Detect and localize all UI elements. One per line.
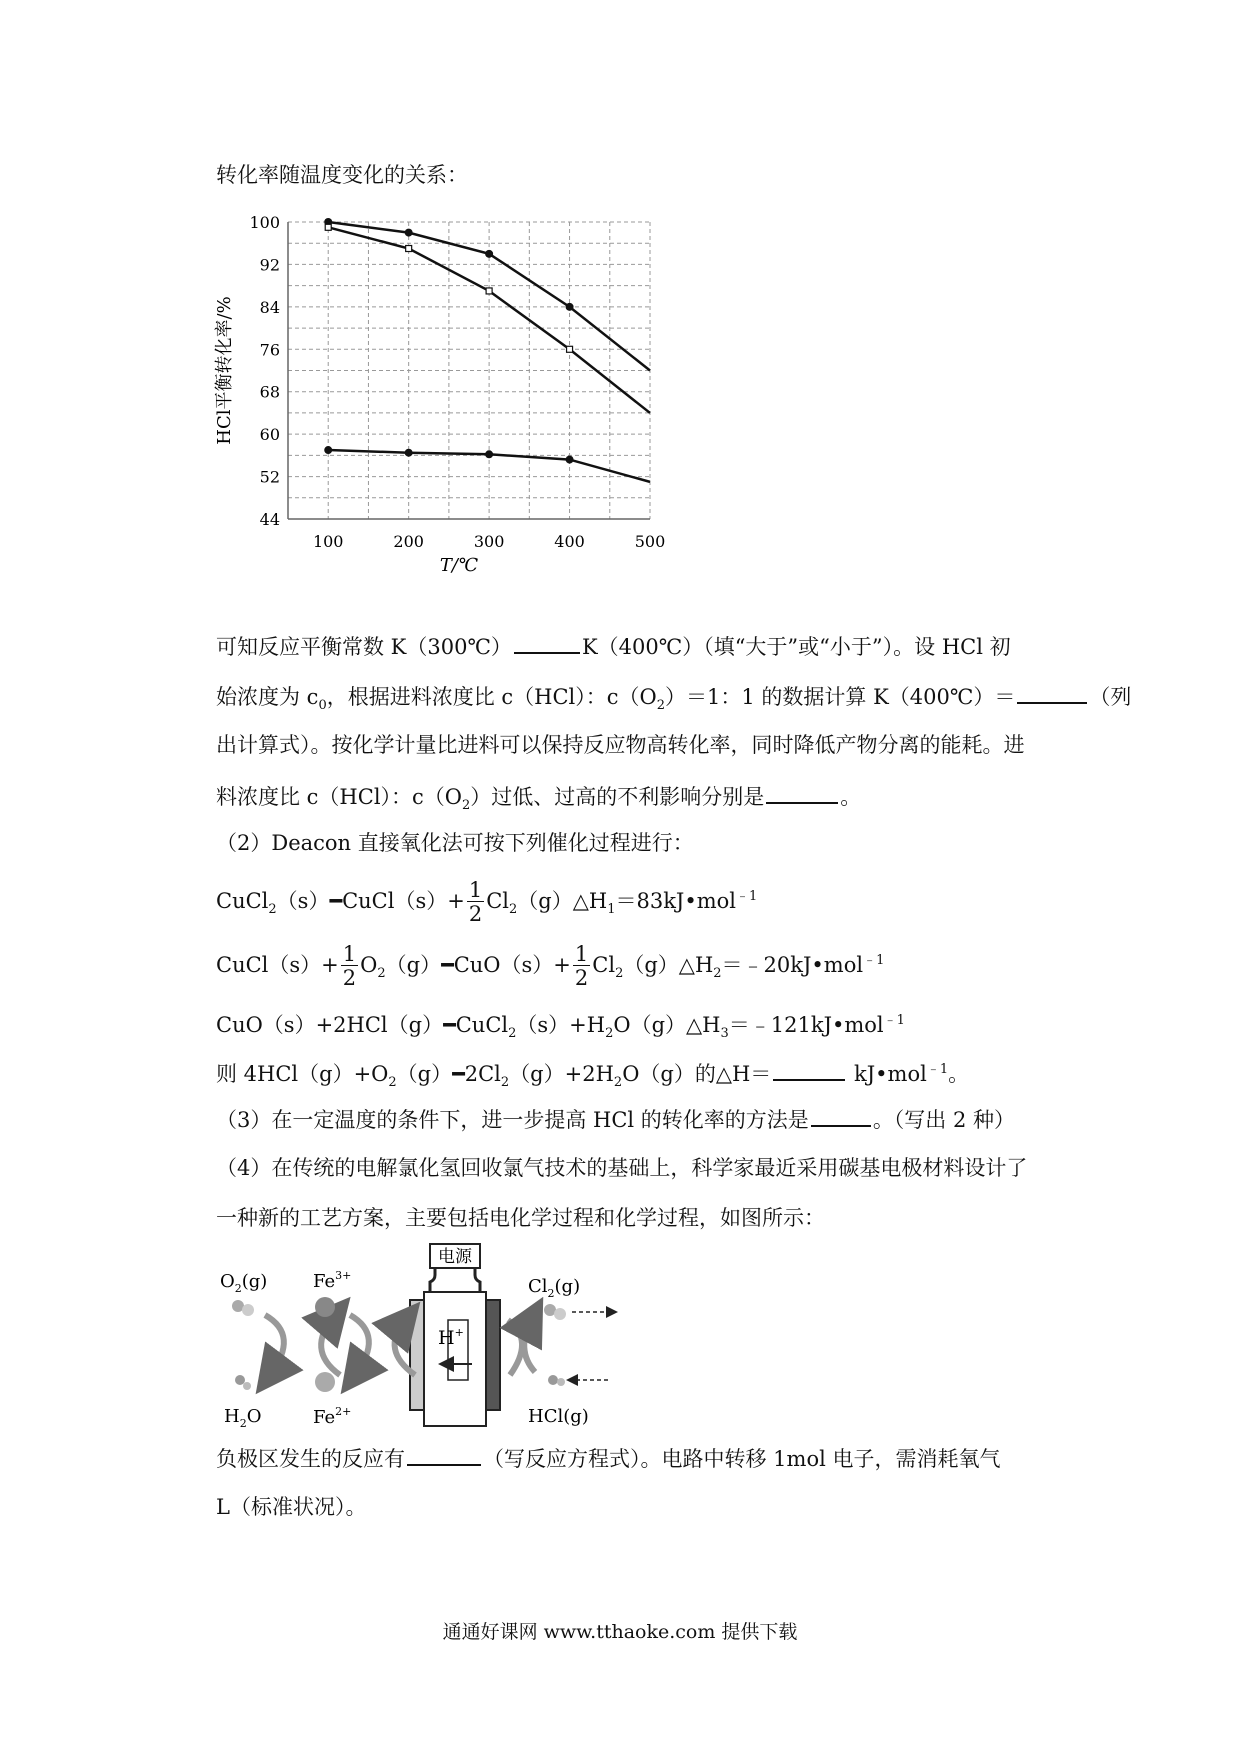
- o2-loop-arrow: [265, 1315, 284, 1375]
- series-2-point: [567, 346, 573, 352]
- fe3-label: $Fe^{3+}$: [313, 1269, 352, 1292]
- h-plus-label: H+: [438, 1326, 464, 1349]
- paragraph-line-11: （4）在传统的电解氯化氢回收氯气技术的基础上，科学家最近采用碳基电极材料设计了: [216, 1156, 1028, 1180]
- paragraph-line-4: 料浓度比 c（HCl）：$c(O_2)$过低、过高的不利影响分别是 。: [216, 780, 861, 821]
- equation-2: CuCl（s）+ $\frac{1}{2}$ $O_2(g)━CuO(s)+$ $\frac{1}{2}$ $Cl_2(g)\triangle H_2=﹣20kJ•mol^{﹣1}$: [216, 942, 885, 990]
- y-tick-label: 68: [259, 382, 280, 402]
- paragraph-line-10: （3）在一定温度的条件下，进一步提高 HCl 的转化率的方法是 。（写出 2 种）: [216, 1103, 1015, 1135]
- paragraph-line-14: L（标准状况）。: [216, 1495, 367, 1519]
- answer-blank[interactable]: [1017, 680, 1087, 704]
- y-tick-label: 44: [259, 510, 280, 529]
- equation-1: CuCl$_2$（s）━CuCl（s）+ $\frac{1}{2}$ $Cl_2(g)\triangle H_1=83kJ•mol^{﹣1}$: [216, 878, 758, 926]
- power-supply-label: 电源: [438, 1247, 472, 1267]
- series-3-point: [405, 449, 413, 457]
- h2o-molecule-icon: [235, 1375, 245, 1385]
- cl2-loop-arrow: [524, 1318, 535, 1372]
- y-axis-label: HCl平衡转化率/%: [214, 296, 235, 445]
- x-tick-label: 100: [312, 532, 344, 551]
- paragraph-line-5: （2）Deacon 直接氧化法可按下列催化过程进行：: [216, 831, 694, 855]
- answer-blank[interactable]: [766, 780, 838, 804]
- fraction-half: $\frac{1}{2}$: [574, 942, 589, 990]
- series-2-point: [325, 224, 331, 230]
- y-tick-label: 52: [259, 467, 280, 487]
- footer-source: 通通好课网 www.tthaoke.com 提供下载: [442, 1621, 798, 1643]
- fe3-ion-icon: [315, 1297, 335, 1317]
- y-tick-label: 76: [259, 340, 280, 360]
- x-tick-label: 200: [393, 532, 424, 551]
- paragraph-line-2: 始浓度为 $c_0$，根据进料浓度比 c（HCl）：$c(O_2)=1$：1 的数据计算 K（400℃）＝ （列: [216, 680, 1131, 721]
- fraction-half: $\frac{1}{2}$: [468, 878, 483, 926]
- answer-blank[interactable]: [811, 1103, 871, 1127]
- fe2-label: $Fe^{2+}$: [313, 1405, 352, 1428]
- h2o-label: $H_2O$: [224, 1406, 262, 1430]
- equation-total: 则 $4HCl(g)+O_2(g)━2Cl_2(g)+2H_2O(g)$的△H＝ kJ•mol$^{﹣1}$。: [216, 1055, 969, 1098]
- series-1-point: [405, 229, 413, 237]
- paragraph-line-13: 负极区发生的反应有 （写反应方程式）。电路中转移 1mol 电子，需消耗氧气: [216, 1442, 1000, 1474]
- cl2-label: $Cl_2(g)$: [528, 1276, 581, 1300]
- answer-blank[interactable]: [773, 1057, 845, 1081]
- hcl-molecule-icon: [548, 1375, 558, 1385]
- electrolysis-diagram: [210, 1240, 630, 1430]
- y-tick-label: 100: [249, 213, 280, 232]
- paragraph-line-12: 一种新的工艺方案，主要包括电化学过程和化学过程，如图所示：: [216, 1206, 825, 1230]
- answer-blank[interactable]: [407, 1442, 481, 1466]
- x-tick-label: 400: [554, 532, 585, 551]
- series-1-point: [566, 303, 574, 311]
- intro-text: 转化率随温度变化的关系：: [216, 163, 468, 187]
- right-electrode: [486, 1300, 500, 1410]
- series-1-point: [485, 250, 493, 258]
- x-tick-label: 300: [473, 532, 505, 551]
- fraction-half: $\frac{1}{2}$: [342, 942, 357, 990]
- y-tick-label: 84: [259, 297, 280, 317]
- o2-label: $O_2(g)$: [220, 1271, 268, 1295]
- series-3-point: [324, 446, 332, 454]
- fe-loop-arrow-1: [321, 1315, 340, 1375]
- x-tick-label: 500: [634, 532, 666, 551]
- series-3-point: [566, 456, 574, 464]
- equation-3: $CuO(s)+2HCl(g)━CuCl_2(s)+H_2O(g)\triangle H_3=﹣121kJ•mol^{﹣1}$: [216, 1013, 905, 1042]
- hcl-loop-arrow: [508, 1320, 522, 1375]
- hcl-label: HCl(g): [528, 1406, 589, 1427]
- y-tick-label: 60: [259, 425, 280, 445]
- series-3-point: [485, 450, 493, 458]
- paragraph-line-3: 出计算式）。按化学计量比进料可以保持反应物高转化率，同时降低产物分离的能耗。进: [216, 733, 1025, 757]
- fe2-ion-icon: [315, 1372, 335, 1392]
- answer-blank[interactable]: [514, 630, 580, 654]
- left-electrode: [410, 1300, 424, 1410]
- series-2-point: [486, 288, 492, 294]
- y-tick-label: 92: [259, 255, 280, 275]
- series-2-point: [406, 246, 412, 252]
- conversion-chart: [210, 205, 680, 625]
- paragraph-line-1: 可知反应平衡常数 K（300℃） K（400℃）（填“大于”或“小于”）。设 HCl 初: [216, 630, 1011, 662]
- fe-loop-arrow-2: [350, 1315, 369, 1375]
- x-axis-label: T/℃: [439, 555, 479, 576]
